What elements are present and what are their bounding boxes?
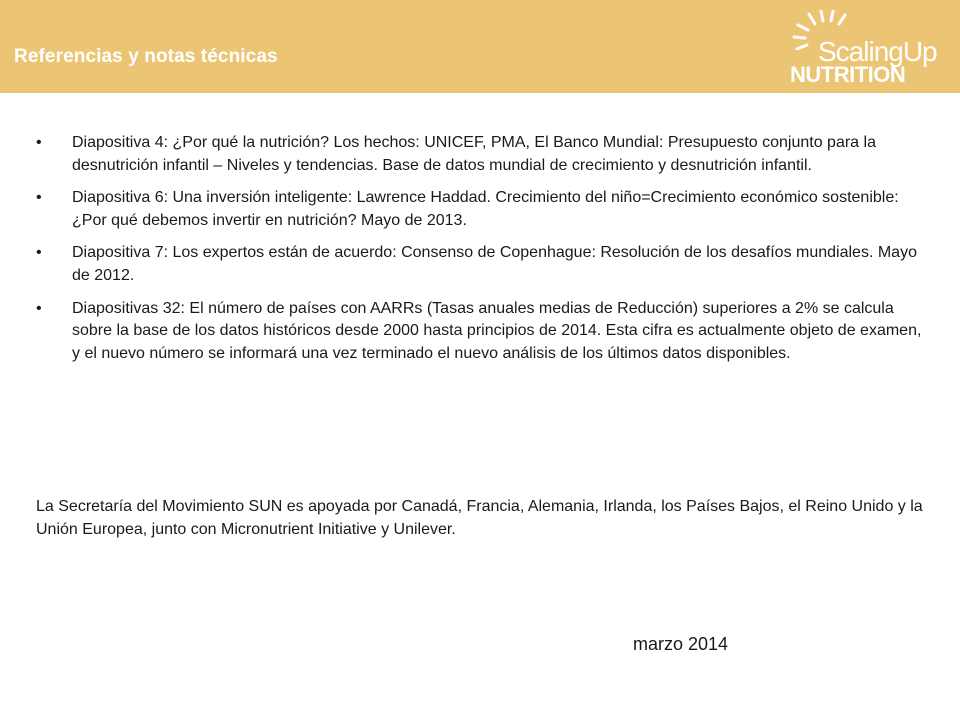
- note-text: Diapositivas 32: El número de países con AARRs (Tasas anuales medias de Reducción) superiores a 2% se calcula sobre la base de los datos históricos desde 2000 hasta principios de 2014. Esta cifra es actualmente objeto de examen, y el nuevo número se informará una vez terminado el nuevo análisis de los últimos datos disponibles.: [72, 299, 922, 362]
- note-text: Diapositiva 6: Una inversión inteligente: Lawrence Haddad. Crecimiento del niño=Crecimiento económico sostenible: ¿Por qué debemos invertir en nutrición? Mayo de 2013.: [72, 189, 899, 229]
- header-banner: [0, 0, 960, 93]
- list-item: [36, 187, 931, 232]
- note-text: Diapositiva 7: Los expertos están de acuerdo: Consenso de Copenhague: Resolución de los desafíos mundiales. Mayo de 2012.: [72, 244, 917, 284]
- scaling-up-nutrition-logo: [788, 10, 960, 86]
- logo-wordmark-nutrition: NUTRITION: [790, 62, 906, 87]
- list-item: [36, 242, 931, 287]
- bullet-icon: •: [36, 299, 42, 317]
- technical-notes-list: [36, 132, 931, 375]
- bullet-icon: •: [36, 244, 42, 262]
- note-text: Diapositiva 4: ¿Por qué la nutrición? Los hechos: UNICEF, PMA, El Banco Mundial: Presupuesto conjunto para la desnutrición infantil – Niveles y tendencias. Base de datos mundial de crecimiento y desnutrición infantil.: [72, 134, 876, 174]
- bullet-icon: •: [36, 134, 42, 151]
- bullet-icon: •: [36, 189, 42, 207]
- date-label: marzo 2014: [633, 634, 729, 654]
- support-statement: La Secretaría del Movimiento SUN es apoyada por Canadá, Francia, Alemania, Irlanda, los Países Bajos, el Reino Unido y la Unión Europea, junto con Micronutrient Initiative y Unilever.: [36, 498, 923, 538]
- page-title: Referencias y notas técnicas: [14, 46, 278, 67]
- logo-wordmark-scaling-up: ScalingUp: [818, 36, 937, 67]
- list-item: [36, 132, 931, 177]
- list-item: [36, 298, 931, 366]
